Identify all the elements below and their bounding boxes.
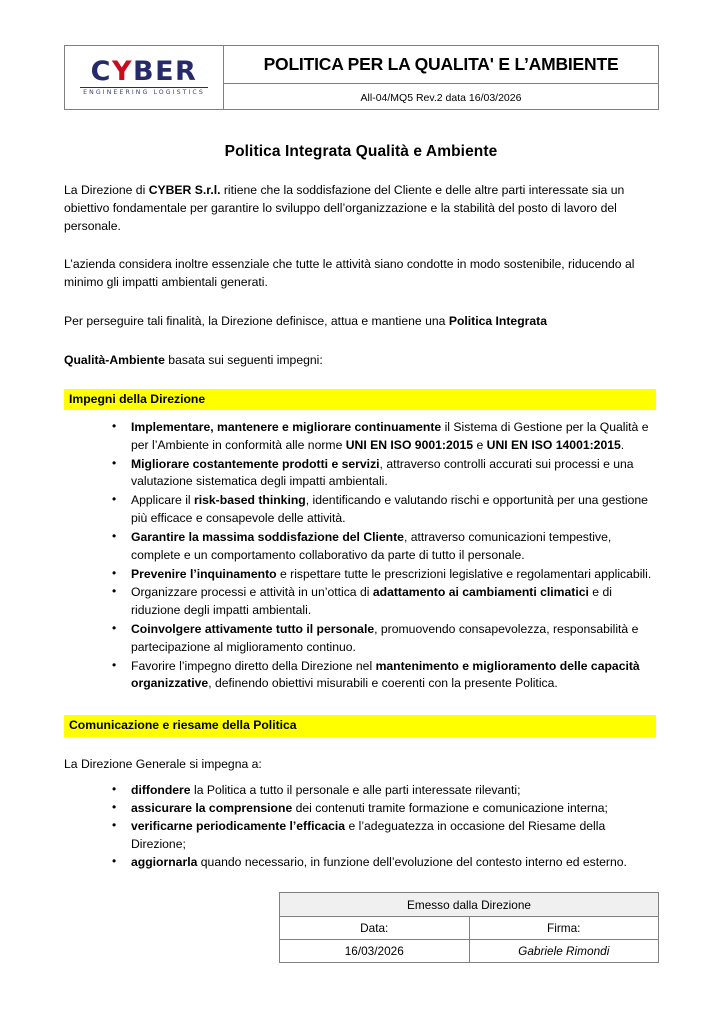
- document-revision-cell: [224, 84, 659, 110]
- para1-run3: ritiene che la soddisfazione del Cliente e delle altre parti interessate sia un obiettivo fondamentale per garantire lo sviluppo dell’organizzazione e la stabilità del posto di lavoro del personale.: [64, 183, 625, 233]
- item2-run2: risk-based thinking: [194, 493, 306, 508]
- para4-bold: Qualità-Ambiente: [64, 352, 165, 367]
- logo-wordmark: [69, 56, 219, 88]
- citem1-run1: assicurare la comprensione: [131, 801, 293, 816]
- citem3-run2: quando necessario, in funzione dell’evoluzione del contesto interno ed esterno.: [197, 854, 627, 869]
- signature-table: [279, 892, 659, 963]
- para1-company-name: CYBER S.r.l.: [148, 183, 221, 197]
- item1-run1: Migliorare costantemente prodotti e servizi: [131, 456, 380, 471]
- item6-run1: Coinvolgere attivamente tutto il personale: [131, 621, 375, 636]
- document-header-table: [64, 45, 659, 110]
- item5-run2: adattamento ai cambiamenti climatici: [372, 585, 589, 600]
- citem1-run2: dei contenuti tramite formazione e comunicazione interna;: [292, 801, 608, 816]
- communication-list: [64, 782, 658, 871]
- paragraph-intro-3: [64, 313, 658, 331]
- date-label-cell: Data:: [280, 917, 470, 940]
- section-banner-commitments: Impegni della Direzione: [64, 389, 656, 410]
- document-revision: All-04/MQ5 Rev.2 data 16/03/2026: [360, 91, 522, 104]
- list-item: [110, 621, 658, 657]
- item0-run3: UNI EN ISO 9001:2015: [345, 437, 474, 452]
- document-title: POLITICA PER LA QUALITA' E L’AMBIENTE: [263, 54, 619, 74]
- document-title-cell: [224, 46, 659, 84]
- item2-run3: , identificando e valutando rischi e opportunità per una gestione più efficace e consapevole delle attività.: [131, 493, 648, 526]
- paragraph-intro-2: L’azienda considera inoltre essenziale che tutte le attività siano condotte in modo sostenibile, riducendo al minimo gli impatti ambientali generati.: [64, 257, 635, 290]
- communication-intro: La Direzione Generale si impegna a:: [64, 756, 262, 771]
- date-value-cell: 16/03/2026: [280, 940, 470, 963]
- item2-run1: Applicare il: [131, 493, 194, 508]
- list-item: [110, 818, 658, 854]
- section-banner-communication: Comunicazione e riesame della Politica: [64, 715, 656, 736]
- logo-letter-y-red: Y: [111, 56, 134, 88]
- item0-run4: e: [473, 437, 487, 452]
- cyber-logo: [69, 58, 219, 96]
- item7-run1: Favorire l’impegno diretto della Direzione nel: [131, 658, 376, 673]
- signature-label-cell: Firma:: [469, 917, 659, 940]
- signature-table-header: Emesso dalla Direzione: [280, 893, 659, 917]
- list-item: [110, 456, 658, 492]
- citem3-run1: aggiornarla: [131, 854, 198, 869]
- list-item: [110, 658, 658, 694]
- para3-run1: Per perseguire tali finalità, la Direzione definisce, attua e mantiene una: [64, 314, 449, 329]
- logo-divider-rule: [80, 87, 208, 88]
- item4-run1: Prevenire l’inquinamento: [131, 566, 277, 581]
- para3-bold: Politica Integrata: [448, 314, 548, 329]
- citem0-run1: diffondere: [131, 783, 191, 798]
- item5-run3: e di riduzione degli impatti ambientali.: [131, 585, 612, 618]
- table-row: [280, 917, 659, 940]
- list-item: [110, 584, 658, 620]
- signature-value-cell: Gabriele Rimondi: [469, 940, 659, 963]
- item1-run2: , attraverso controlli accurati sui processi e una valutazione sistematica degli impatti ambientali.: [131, 456, 634, 489]
- logo-letter-c: C: [90, 56, 112, 88]
- list-item: [110, 492, 658, 528]
- paragraph-intro-4: [64, 352, 658, 370]
- item3-run1: Garantire la massima soddisfazione del Cliente: [131, 529, 404, 544]
- list-item: [110, 782, 658, 800]
- company-logo-cell: [65, 46, 224, 110]
- item0-run6: .: [620, 437, 625, 452]
- list-item: [110, 529, 658, 565]
- item7-run3: , definendo obiettivi misurabili e coerenti con la presente Politica.: [208, 676, 558, 691]
- paragraph-intro-1: [64, 182, 658, 235]
- item7-run2: mantenimento e miglioramento delle capacità organizzative: [131, 658, 640, 691]
- table-row: [280, 940, 659, 963]
- item6-run2: , promuovendo consapevolezza, responsabilità e partecipazione al miglioramento continuo.: [131, 621, 639, 654]
- item3-run2: , attraverso comunicazioni tempestive, complete e un comportamento collaborativo da parte di tutto il personale.: [131, 529, 612, 562]
- para4-run2: basata sui seguenti impegni:: [164, 352, 323, 367]
- list-item: [110, 566, 658, 584]
- citem2-run2: e l’adeguatezza in occasione del Riesame della Direzione;: [131, 818, 606, 851]
- item0-run5: UNI EN ISO 14001:2015: [486, 437, 621, 452]
- signature-block: [64, 892, 658, 963]
- para1-run1: La Direzione di: [64, 183, 149, 197]
- logo-letters-ber: BER: [133, 56, 198, 88]
- logo-tagline: ENGINEERING LOGISTICS: [83, 89, 205, 97]
- item5-run1: Organizzare processi e attività in un’ottica di: [131, 585, 373, 600]
- citem0-run2: la Politica a tutto il personale e alle parti interessate rilevanti;: [190, 783, 521, 798]
- list-item: [110, 854, 658, 872]
- item0-run1: Implementare, mantenere e migliorare continuamente: [131, 420, 442, 435]
- citem2-run1: verificarne periodicamente l’efficacia: [131, 818, 346, 833]
- list-item: [110, 419, 658, 455]
- item0-run2: il Sistema di Gestione per la Qualità e per l’Ambiente in conformità alle norme: [131, 420, 649, 452]
- commitments-list: [64, 419, 658, 693]
- item4-run2: e rispettare tutte le prescrizioni legislative e regolamentari applicabili.: [276, 566, 652, 581]
- list-item: [110, 800, 658, 818]
- page-title: Politica Integrata Qualità e Ambiente: [224, 143, 498, 160]
